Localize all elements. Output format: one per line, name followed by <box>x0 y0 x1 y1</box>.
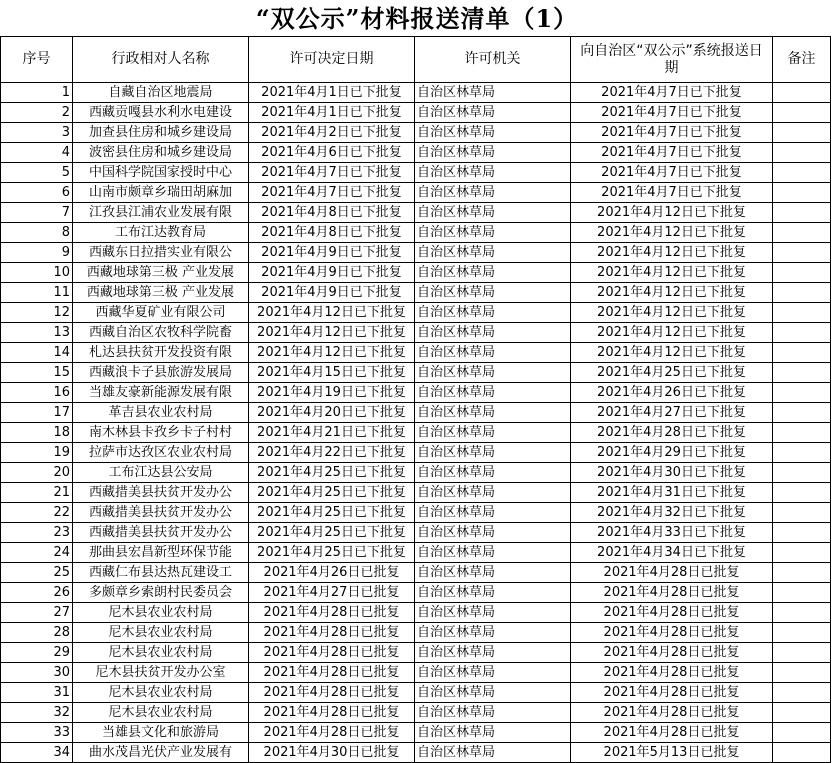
applicant-name-cell: 波密县住房和城乡建设局 <box>73 143 249 163</box>
report-date-cell: 2021年4月31日已下批复 <box>571 483 773 503</box>
table-row <box>1 303 831 323</box>
permit-date-cell: 2021年4月12日已下批复 <box>249 323 415 343</box>
table-row <box>1 603 831 623</box>
row-index-cell: 27 <box>1 603 73 623</box>
report-table <box>0 36 831 763</box>
permit-authority-cell: 自治区林草局 <box>415 443 571 463</box>
applicant-name-cell: 山南市颇章乡瑞田胡麻加 <box>73 183 249 203</box>
header-report: 向自治区“双公示”系统报送日期 <box>571 37 773 83</box>
table-row <box>1 143 831 163</box>
table-row <box>1 483 831 503</box>
report-date-cell: 2021年4月32日已下批复 <box>571 503 773 523</box>
note-cell <box>773 183 831 203</box>
row-index-cell: 4 <box>1 143 73 163</box>
report-date-cell: 2021年4月28日已批复 <box>571 643 773 663</box>
applicant-name-cell: 尼木县农业农村局 <box>73 683 249 703</box>
applicant-name-cell: 西藏措美县扶贫开发办公 <box>73 483 249 503</box>
row-index-cell: 5 <box>1 163 73 183</box>
permit-date-cell: 2021年4月25日已下批复 <box>249 503 415 523</box>
table-row <box>1 643 831 663</box>
permit-date-cell: 2021年4月8日已下批复 <box>249 203 415 223</box>
note-cell <box>773 443 831 463</box>
note-cell <box>773 243 831 263</box>
applicant-name-cell: 西藏地球第三极 产业发展 <box>73 263 249 283</box>
header-idx: 序号 <box>1 37 73 83</box>
applicant-name-cell: 西藏浪卡子县旅游发展局 <box>73 363 249 383</box>
row-index-cell: 20 <box>1 463 73 483</box>
permit-date-cell: 2021年4月26日已批复 <box>249 563 415 583</box>
permit-authority-cell: 自治区林草局 <box>415 583 571 603</box>
table-row <box>1 83 831 103</box>
permit-authority-cell: 自治区林草局 <box>415 423 571 443</box>
table-row <box>1 163 831 183</box>
permit-date-cell: 2021年4月9日已下批复 <box>249 283 415 303</box>
table-row <box>1 243 831 263</box>
report-date-cell: 2021年4月28日已批复 <box>571 663 773 683</box>
applicant-name-cell: 当雄县文化和旅游局 <box>73 723 249 743</box>
permit-authority-cell: 自治区林草局 <box>415 563 571 583</box>
applicant-name-cell: 尼木县农业农村局 <box>73 603 249 623</box>
report-date-cell: 2021年4月28日已批复 <box>571 583 773 603</box>
applicant-name-cell: 西藏东日拉措实业有限公 <box>73 243 249 263</box>
applicant-name-cell: 南木林县卡孜乡卡子村村 <box>73 423 249 443</box>
report-date-cell: 2021年4月12日已下批复 <box>571 343 773 363</box>
row-index-cell: 26 <box>1 583 73 603</box>
row-index-cell: 2 <box>1 103 73 123</box>
row-index-cell: 17 <box>1 403 73 423</box>
note-cell <box>773 163 831 183</box>
permit-authority-cell: 自治区林草局 <box>415 383 571 403</box>
applicant-name-cell: 拉萨市达孜区农业农村局 <box>73 443 249 463</box>
note-cell <box>773 283 831 303</box>
note-cell <box>773 583 831 603</box>
row-index-cell: 18 <box>1 423 73 443</box>
permit-authority-cell: 自治区林草局 <box>415 703 571 723</box>
report-date-cell: 2021年5月13日已批复 <box>571 743 773 763</box>
permit-date-cell: 2021年4月1日已下批复 <box>249 83 415 103</box>
permit-authority-cell: 自治区林草局 <box>415 643 571 663</box>
permit-date-cell: 2021年4月28日已批复 <box>249 643 415 663</box>
table-row <box>1 463 831 483</box>
permit-authority-cell: 自治区林草局 <box>415 543 571 563</box>
permit-date-cell: 2021年4月6日已下批复 <box>249 143 415 163</box>
permit-date-cell: 2021年4月1日已下批复 <box>249 103 415 123</box>
applicant-name-cell: 西藏地球第三极 产业发展 <box>73 283 249 303</box>
note-cell <box>773 203 831 223</box>
row-index-cell: 14 <box>1 343 73 363</box>
table-row <box>1 383 831 403</box>
permit-authority-cell: 自治区林草局 <box>415 343 571 363</box>
applicant-name-cell: 自藏自治区地震局 <box>73 83 249 103</box>
permit-date-cell: 2021年4月12日已下批复 <box>249 303 415 323</box>
permit-date-cell: 2021年4月28日已批复 <box>249 683 415 703</box>
applicant-name-cell: 西藏措美县扶贫开发办公 <box>73 503 249 523</box>
table-row <box>1 423 831 443</box>
table-row <box>1 583 831 603</box>
note-cell <box>773 503 831 523</box>
note-cell <box>773 643 831 663</box>
row-index-cell: 6 <box>1 183 73 203</box>
note-cell <box>773 663 831 683</box>
note-cell <box>773 383 831 403</box>
permit-date-cell: 2021年4月27日已批复 <box>249 583 415 603</box>
permit-date-cell: 2021年4月28日已批复 <box>249 603 415 623</box>
permit-date-cell: 2021年4月12日已下批复 <box>249 343 415 363</box>
header-date: 许可决定日期 <box>249 37 415 83</box>
note-cell <box>773 363 831 383</box>
applicant-name-cell: 尼木县农业农村局 <box>73 703 249 723</box>
applicant-name-cell: 中国科学院国家授时中心 <box>73 163 249 183</box>
row-index-cell: 32 <box>1 703 73 723</box>
table-row <box>1 123 831 143</box>
table-row <box>1 223 831 243</box>
table-row <box>1 203 831 223</box>
table-row <box>1 723 831 743</box>
note-cell <box>773 223 831 243</box>
applicant-name-cell: 加查县住房和城乡建设局 <box>73 123 249 143</box>
table-row <box>1 363 831 383</box>
report-date-cell: 2021年4月12日已下批复 <box>571 303 773 323</box>
table-row <box>1 443 831 463</box>
header-org: 许可机关 <box>415 37 571 83</box>
note-cell <box>773 83 831 103</box>
report-date-cell: 2021年4月12日已下批复 <box>571 263 773 283</box>
row-index-cell: 28 <box>1 623 73 643</box>
permit-authority-cell: 自治区林草局 <box>415 263 571 283</box>
note-cell <box>773 123 831 143</box>
report-date-cell: 2021年4月29日已下批复 <box>571 443 773 463</box>
permit-date-cell: 2021年4月8日已下批复 <box>249 223 415 243</box>
row-index-cell: 7 <box>1 203 73 223</box>
permit-date-cell: 2021年4月15日已下批复 <box>249 363 415 383</box>
report-date-cell: 2021年4月28日已批复 <box>571 683 773 703</box>
row-index-cell: 33 <box>1 723 73 743</box>
report-date-cell: 2021年4月7日已下批复 <box>571 183 773 203</box>
report-date-cell: 2021年4月12日已下批复 <box>571 223 773 243</box>
page-title: “双公示”材料报送清单（1） <box>255 4 579 33</box>
applicant-name-cell: 尼木县农业农村局 <box>73 623 249 643</box>
permit-authority-cell: 自治区林草局 <box>415 683 571 703</box>
note-cell <box>773 563 831 583</box>
report-date-cell: 2021年4月7日已下批复 <box>571 123 773 143</box>
row-index-cell: 10 <box>1 263 73 283</box>
table-row <box>1 403 831 423</box>
table-header-row <box>1 37 831 83</box>
permit-date-cell: 2021年4月19日已下批复 <box>249 383 415 403</box>
permit-authority-cell: 自治区林草局 <box>415 163 571 183</box>
report-date-cell: 2021年4月28日已批复 <box>571 623 773 643</box>
permit-date-cell: 2021年4月28日已批复 <box>249 723 415 743</box>
report-date-cell: 2021年4月26日已下批复 <box>571 383 773 403</box>
note-cell <box>773 743 831 763</box>
row-index-cell: 11 <box>1 283 73 303</box>
row-index-cell: 3 <box>1 123 73 143</box>
table-row <box>1 543 831 563</box>
permit-date-cell: 2021年4月22日已下批复 <box>249 443 415 463</box>
row-index-cell: 9 <box>1 243 73 263</box>
table-body <box>1 83 831 763</box>
applicant-name-cell: 札达县扶贫开发投资有限 <box>73 343 249 363</box>
permit-date-cell: 2021年4月7日已下批复 <box>249 183 415 203</box>
report-date-cell: 2021年4月28日已批复 <box>571 603 773 623</box>
table-row <box>1 183 831 203</box>
permit-authority-cell: 自治区林草局 <box>415 303 571 323</box>
table-row <box>1 103 831 123</box>
applicant-name-cell: 江孜县江浦农业发展有限 <box>73 203 249 223</box>
permit-authority-cell: 自治区林草局 <box>415 523 571 543</box>
report-date-cell: 2021年4月12日已下批复 <box>571 203 773 223</box>
permit-authority-cell: 自治区林草局 <box>415 143 571 163</box>
applicant-name-cell: 西藏贡嘎县水利水电建设 <box>73 103 249 123</box>
row-index-cell: 23 <box>1 523 73 543</box>
row-index-cell: 25 <box>1 563 73 583</box>
report-date-cell: 2021年4月28日已下批复 <box>571 423 773 443</box>
permit-authority-cell: 自治区林草局 <box>415 183 571 203</box>
report-date-cell: 2021年4月12日已下批复 <box>571 323 773 343</box>
row-index-cell: 31 <box>1 683 73 703</box>
permit-date-cell: 2021年4月25日已下批复 <box>249 483 415 503</box>
permit-authority-cell: 自治区林草局 <box>415 123 571 143</box>
report-date-cell: 2021年4月7日已下批复 <box>571 103 773 123</box>
permit-date-cell: 2021年4月21日已下批复 <box>249 423 415 443</box>
report-date-cell: 2021年4月28日已批复 <box>571 563 773 583</box>
permit-authority-cell: 自治区林草局 <box>415 283 571 303</box>
row-index-cell: 24 <box>1 543 73 563</box>
note-cell <box>773 323 831 343</box>
header-note: 备注 <box>773 37 831 83</box>
permit-authority-cell: 自治区林草局 <box>415 463 571 483</box>
row-index-cell: 16 <box>1 383 73 403</box>
report-date-cell: 2021年4月12日已下批复 <box>571 243 773 263</box>
permit-date-cell: 2021年4月25日已下批复 <box>249 523 415 543</box>
permit-date-cell: 2021年4月7日已下批复 <box>249 163 415 183</box>
note-cell <box>773 543 831 563</box>
header-name: 行政相对人名称 <box>73 37 249 83</box>
table-row <box>1 503 831 523</box>
applicant-name-cell: 西藏华夏矿业有限公司 <box>73 303 249 323</box>
permit-date-cell: 2021年4月9日已下批复 <box>249 243 415 263</box>
note-cell <box>773 343 831 363</box>
permit-authority-cell: 自治区林草局 <box>415 603 571 623</box>
permit-date-cell: 2021年4月25日已下批复 <box>249 463 415 483</box>
table-row <box>1 263 831 283</box>
permit-date-cell: 2021年4月30日已批复 <box>249 743 415 763</box>
permit-authority-cell: 自治区林草局 <box>415 223 571 243</box>
permit-authority-cell: 自治区林草局 <box>415 203 571 223</box>
table-row <box>1 683 831 703</box>
applicant-name-cell: 当雄友豪新能源发展有限 <box>73 383 249 403</box>
permit-date-cell: 2021年4月2日已下批复 <box>249 123 415 143</box>
permit-date-cell: 2021年4月28日已批复 <box>249 623 415 643</box>
note-cell <box>773 483 831 503</box>
note-cell <box>773 463 831 483</box>
note-cell <box>773 603 831 623</box>
permit-date-cell: 2021年4月20日已下批复 <box>249 403 415 423</box>
applicant-name-cell: 工布江达县公安局 <box>73 463 249 483</box>
table-row <box>1 283 831 303</box>
applicant-name-cell: 西藏仁布县达热瓦建设工 <box>73 563 249 583</box>
report-date-cell: 2021年4月12日已下批复 <box>571 283 773 303</box>
table-row <box>1 743 831 763</box>
table-row <box>1 343 831 363</box>
row-index-cell: 19 <box>1 443 73 463</box>
permit-authority-cell: 自治区林草局 <box>415 103 571 123</box>
row-index-cell: 21 <box>1 483 73 503</box>
permit-date-cell: 2021年4月25日已下批复 <box>249 543 415 563</box>
applicant-name-cell: 曲水茂昌光伏产业发展有 <box>73 743 249 763</box>
note-cell <box>773 683 831 703</box>
applicant-name-cell: 尼木县扶贫开发办公室 <box>73 663 249 683</box>
permit-date-cell: 2021年4月9日已下批复 <box>249 263 415 283</box>
report-date-cell: 2021年4月7日已下批复 <box>571 163 773 183</box>
row-index-cell: 8 <box>1 223 73 243</box>
report-date-cell: 2021年4月34日已下批复 <box>571 543 773 563</box>
permit-authority-cell: 自治区林草局 <box>415 483 571 503</box>
permit-authority-cell: 自治区林草局 <box>415 403 571 423</box>
note-cell <box>773 263 831 283</box>
report-date-cell: 2021年4月7日已下批复 <box>571 143 773 163</box>
permit-date-cell: 2021年4月28日已批复 <box>249 663 415 683</box>
table-row <box>1 623 831 643</box>
table-row <box>1 563 831 583</box>
applicant-name-cell: 那曲县宏昌新型环保节能 <box>73 543 249 563</box>
row-index-cell: 15 <box>1 363 73 383</box>
permit-authority-cell: 自治区林草局 <box>415 323 571 343</box>
note-cell <box>773 723 831 743</box>
permit-date-cell: 2021年4月28日已批复 <box>249 703 415 723</box>
note-cell <box>773 143 831 163</box>
note-cell <box>773 623 831 643</box>
report-date-cell: 2021年4月28日已批复 <box>571 703 773 723</box>
permit-authority-cell: 自治区林草局 <box>415 743 571 763</box>
row-index-cell: 13 <box>1 323 73 343</box>
note-cell <box>773 523 831 543</box>
applicant-name-cell: 革吉县农业农村局 <box>73 403 249 423</box>
applicant-name-cell: 西藏措美县扶贫开发办公 <box>73 523 249 543</box>
applicant-name-cell: 尼木县农业农村局 <box>73 643 249 663</box>
note-cell <box>773 103 831 123</box>
row-index-cell: 30 <box>1 663 73 683</box>
row-index-cell: 12 <box>1 303 73 323</box>
report-date-cell: 2021年4月30日已下批复 <box>571 463 773 483</box>
row-index-cell: 22 <box>1 503 73 523</box>
note-cell <box>773 303 831 323</box>
table-row <box>1 703 831 723</box>
row-index-cell: 29 <box>1 643 73 663</box>
permit-authority-cell: 自治区林草局 <box>415 83 571 103</box>
applicant-name-cell: 西藏自治区农牧科学院畜 <box>73 323 249 343</box>
permit-authority-cell: 自治区林草局 <box>415 663 571 683</box>
report-date-cell: 2021年4月25日已下批复 <box>571 363 773 383</box>
note-cell <box>773 423 831 443</box>
permit-authority-cell: 自治区林草局 <box>415 623 571 643</box>
permit-authority-cell: 自治区林草局 <box>415 243 571 263</box>
note-cell <box>773 703 831 723</box>
permit-authority-cell: 自治区林草局 <box>415 503 571 523</box>
report-date-cell: 2021年4月7日已下批复 <box>571 83 773 103</box>
row-index-cell: 1 <box>1 83 73 103</box>
report-date-cell: 2021年4月28日已批复 <box>571 723 773 743</box>
permit-authority-cell: 自治区林草局 <box>415 723 571 743</box>
table-row <box>1 323 831 343</box>
report-date-cell: 2021年4月33日已下批复 <box>571 523 773 543</box>
note-cell <box>773 403 831 423</box>
permit-authority-cell: 自治区林草局 <box>415 363 571 383</box>
table-row <box>1 523 831 543</box>
row-index-cell: 34 <box>1 743 73 763</box>
applicant-name-cell: 工布江达教育局 <box>73 223 249 243</box>
table-row <box>1 663 831 683</box>
report-date-cell: 2021年4月27日已下批复 <box>571 403 773 423</box>
applicant-name-cell: 多颇章乡索朗村民委员会 <box>73 583 249 603</box>
